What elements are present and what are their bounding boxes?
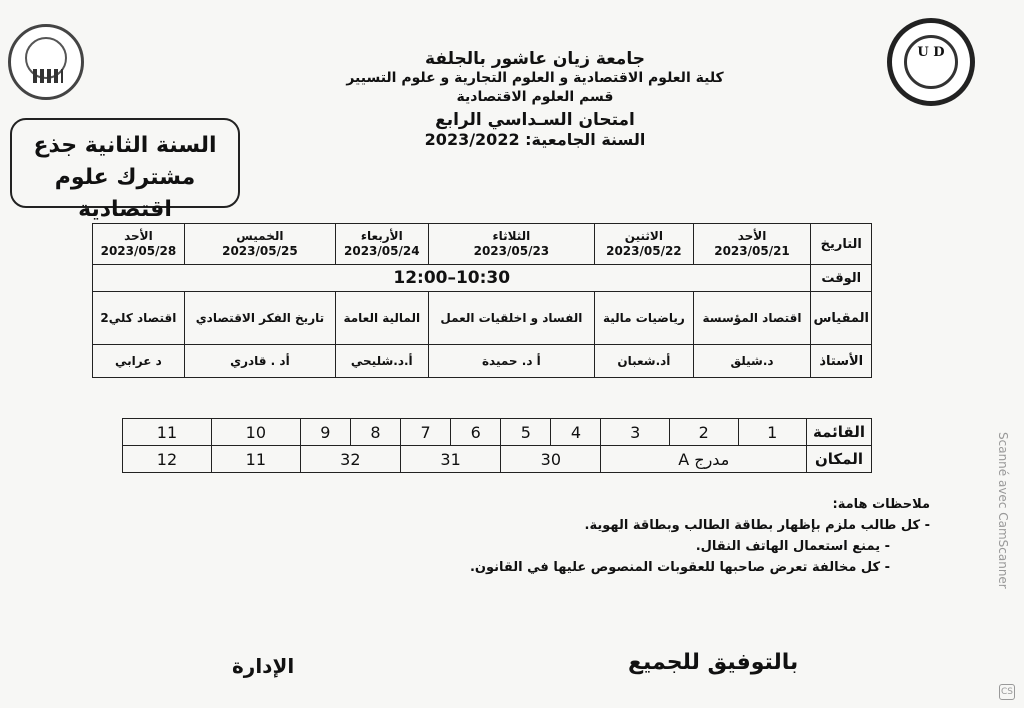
time-cell [93,265,811,292]
module-row [93,292,872,345]
list-number: 7 [400,419,450,446]
row-label-list: القائمة [807,419,872,446]
place-cell: 30 [501,446,601,473]
module-cell: اقتصاد المؤسسة [693,292,811,345]
professor-row [93,345,872,378]
exam-time: 12:00–10:30 [393,268,511,288]
university-name: جامعة زيان عاشور بالجلفة [425,49,645,69]
exam-date: 2023/05/21 [714,244,790,258]
list-number: 5 [501,419,551,446]
academic-year: السنة الجامعية: 2023/2022 [424,130,646,149]
day-name: الأحد [124,229,153,243]
university-seal-icon [904,35,958,89]
professor-cell: د.شيلق [693,345,811,378]
list-number: 2 [670,419,738,446]
place-cell: 11 [211,446,300,473]
place-cell: 31 [400,446,500,473]
exam-date: 2023/05/23 [473,244,550,258]
module-cell: المالية العامة [336,292,429,345]
department-name: قسم العلوم الاقتصادية [456,89,614,105]
list-row [123,419,872,446]
place-cell: مدرج A [601,446,807,473]
module-cell: اقتصاد كلي2 [93,292,185,345]
day-name: الأربعاء [360,229,403,243]
list-number: 1 [738,419,806,446]
date-cell [428,224,595,265]
administration-signature: الإدارة [232,654,295,678]
exam-title: امتحان السـداسي الرابع [435,110,635,130]
list-number: 8 [350,419,400,446]
date-cell [336,224,429,265]
place-cell: 32 [300,446,400,473]
date-cell [93,224,185,265]
day-name: الخميس [236,229,284,243]
exam-date: 2023/05/24 [344,244,420,258]
document-header [250,50,820,149]
list-number: 11 [123,419,212,446]
rooms-table [122,418,872,473]
notes-title: ملاحظات هامة: [832,497,930,512]
day-name: الاثنين [624,229,663,243]
day-name: الثلاثاء [492,229,531,243]
camscanner-icon: CS [999,684,1015,700]
professor-cell: أد . قادري [184,345,335,378]
professor-cell: د عرابي [93,345,185,378]
row-label-date: التاريخ [811,224,872,265]
list-number: 6 [451,419,501,446]
professor-cell: أد.شعبان [595,345,693,378]
exam-date: 2023/05/28 [100,244,177,258]
time-row [93,265,872,292]
exam-date: 2023/05/25 [222,244,298,258]
day-name: الأحد [737,229,767,243]
list-number: 3 [601,419,670,446]
professor-cell: أ د. حميدة [428,345,595,378]
faculty-logo [8,24,84,100]
place-cell: 12 [123,446,212,473]
row-label-time: الوقت [811,265,872,292]
scanner-text: Scanné avec CamScanner [996,432,1010,589]
row-label-place: المكان [807,446,872,473]
class-line-2: مشترك علوم اقتصادية [54,165,196,222]
module-cell: الفساد و اخلقيات العمل [428,292,595,345]
scanner-watermark [995,430,1015,700]
note-item: - كل مخالفة تعرض صاحبها للعقوبات المنصوص عليها في القانون. [469,560,890,575]
class-line-1: السنة الثانية جذع [33,133,217,158]
date-row [93,224,872,265]
important-notes [330,494,930,578]
good-luck-text: بالتوفيق للجميع [628,650,799,675]
module-cell: رياضيات مالية [595,292,693,345]
row-label-professor: الأستاذ [811,345,872,378]
chart-bars-icon [33,69,63,83]
module-cell: تاريخ الفكر الاقتصادي [184,292,335,345]
exam-date: 2023/05/22 [606,244,682,258]
list-number: 9 [300,419,350,446]
row-label-module: المقياس [811,292,872,345]
note-item: - كل طالب ملزم بإظهار بطاقة الطالب وبطاقة الهوية. [584,518,930,533]
list-number: 10 [211,419,300,446]
university-logo [887,18,975,106]
faculty-name: كلية العلوم الاقتصادية و العلوم التجارية و علوم التسيير [346,70,724,86]
logo-text: U D [917,45,945,60]
date-cell [595,224,693,265]
date-cell [184,224,335,265]
note-item: - يمنع استعمال الهاتف النقال. [695,539,890,554]
date-cell [693,224,811,265]
professor-cell: أ.د.شليحي [336,345,429,378]
exam-schedule-table [92,223,872,378]
place-row [123,446,872,473]
list-number: 4 [551,419,601,446]
class-box [10,118,240,222]
